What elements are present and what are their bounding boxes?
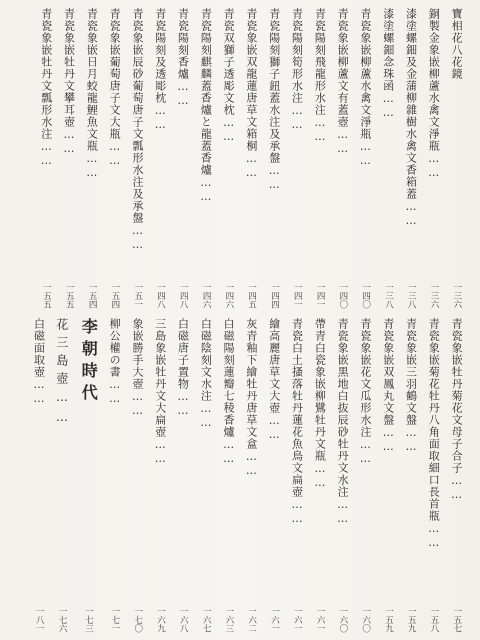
- page-number: 一六〇: [360, 606, 371, 632]
- toc-entry: [354, 318, 377, 634]
- entry-title: 象嵌勝手大壺……: [130, 318, 144, 418]
- toc-entry: [172, 318, 195, 634]
- toc-entry: [149, 318, 172, 634]
- entry-title: 青瓷陽刻香爐……: [176, 8, 190, 108]
- toc-entry: [217, 318, 240, 634]
- entry-title: 青瓷象嵌柳蘆水禽文淨瓶……: [358, 8, 372, 168]
- entry-title: 繪高麗唐草文大壺……: [267, 318, 281, 442]
- page-number: 一八一: [34, 606, 45, 632]
- entry-title: 青瓷白土搔落牡丹蓮花魚鳥文扁壺……: [290, 318, 304, 526]
- page-number: 一四五: [246, 282, 257, 308]
- page-number: 一六一: [315, 606, 326, 632]
- toc-entry: [422, 318, 445, 634]
- page-number: 一三六: [451, 282, 462, 308]
- entry-title: 青瓷象嵌牡丹文攀耳壺……: [62, 8, 76, 156]
- page-number: 一六八: [178, 606, 189, 632]
- entry-title: 灰青釉下繪牡丹唐草文盒……: [244, 318, 258, 478]
- entry-title: 銅製金象嵌柳蘆水禽文淨瓶……: [427, 8, 441, 180]
- toc-entry: [80, 8, 103, 310]
- page-number: 一五九: [383, 606, 394, 632]
- toc-entry: [103, 318, 126, 634]
- entry-title: 三島象嵌牡丹文大扁壺……: [153, 318, 167, 466]
- entry-title: 青瓷象嵌牡丹菊花文母子合子……: [450, 318, 464, 502]
- toc-entry: [263, 318, 286, 634]
- entry-title: 青瓷象嵌菊花牡丹八角面取細口長首瓶……: [427, 318, 441, 550]
- toc-lower-block: [12, 318, 468, 634]
- toc-entry: [308, 8, 331, 310]
- entry-title: 青瓷陽刻及透彫枕……: [153, 8, 167, 132]
- entry-title: 青瓷象嵌花文瓜形水注……: [358, 318, 372, 466]
- page-number: 一四八: [155, 282, 166, 308]
- entry-title: 白磁面取壺……: [32, 318, 46, 406]
- page-number: 一七一: [109, 606, 120, 632]
- entry-title: 白磁唐子置物……: [176, 318, 190, 418]
- entry-title: 青瓷象嵌三羽鶴文盤……: [404, 318, 418, 454]
- entry-title: 青瓷象嵌牡丹文瓢形水注……: [39, 8, 53, 168]
- page-number: 一五五: [41, 282, 52, 308]
- page-number: 一四六: [223, 282, 234, 308]
- page-number: 一三六: [429, 282, 440, 308]
- page-number: 一五四: [109, 282, 120, 308]
- page-number: 一六三: [223, 606, 234, 632]
- entry-title: 青瓷陽刻飛龍形水注……: [313, 8, 327, 144]
- entry-title: 白磁陰刻文水注……: [199, 318, 213, 430]
- page-number: 一三八: [383, 282, 394, 308]
- entry-title: 青瓷象嵌双龍蓮唐草文箱桐……: [244, 8, 258, 180]
- toc-entry: [58, 8, 81, 310]
- page-number: 一六二: [246, 606, 257, 632]
- toc-entry: [331, 318, 354, 634]
- page-number: 一五九: [406, 606, 417, 632]
- toc-entry: [35, 8, 58, 310]
- page-number: 一六一: [292, 606, 303, 632]
- entry-title: 青瓷象嵌双鳳丸文盤……: [381, 318, 395, 454]
- entry-title: 寶相花八花鏡: [450, 8, 464, 80]
- page-number: 一六一: [269, 606, 280, 632]
- toc-upper-block: [12, 8, 468, 310]
- toc-entry: [149, 8, 172, 310]
- entry-title: 柳公權の書……: [108, 318, 122, 406]
- page-number: 一七〇: [132, 606, 143, 632]
- toc-entry: [286, 318, 309, 634]
- section-title: 李朝時代: [79, 318, 99, 406]
- toc-entry: [194, 8, 217, 310]
- toc-entry: [172, 8, 195, 310]
- entry-title: 青瓷陽刻筍形水注……: [290, 8, 304, 132]
- entry-title: 青瓷陽刻麒麟蓋香爐と龍蓋香爐……: [199, 8, 213, 204]
- entry-title: 青瓷双獅子透彫文枕……: [222, 8, 236, 144]
- toc-entry: [194, 318, 217, 634]
- entry-title: 青瓷象嵌辰砂葡萄唐子文瓢形水注及承盤……: [130, 8, 144, 252]
- toc-entry: [240, 318, 263, 634]
- toc-entry: [377, 8, 400, 310]
- entry-title: 漆塗螺鈿及金蒲柳雜樹水禽文香箱蓋……: [404, 8, 418, 228]
- toc-entry: [308, 318, 331, 634]
- entry-title: 花三島壺……: [54, 318, 69, 430]
- toc-entry: [377, 318, 400, 634]
- toc-entry: [103, 8, 126, 310]
- toc-entry: [126, 318, 149, 634]
- page-number: 一六九: [155, 606, 166, 632]
- page-number: 一四〇: [360, 282, 371, 308]
- toc-entry: [400, 8, 423, 310]
- page-number: 一四八: [178, 282, 189, 308]
- page-number: 一四〇: [337, 282, 348, 308]
- page-number: 一三八: [406, 282, 417, 308]
- toc-entry: [50, 318, 73, 634]
- page-number: 一七六: [57, 606, 68, 632]
- page-number: 一四一: [292, 282, 303, 308]
- page-number: 一四四: [269, 282, 280, 308]
- toc-entry: [422, 8, 445, 310]
- toc-entry: [240, 8, 263, 310]
- toc-entry: [354, 8, 377, 310]
- page-number: 一六〇: [337, 606, 348, 632]
- page-number: 一五七: [451, 606, 462, 632]
- page-number: 一五五: [64, 282, 75, 308]
- entry-title: 白磁陽刻蓮瓣七稜香爐……: [222, 318, 236, 466]
- section-heading: [73, 318, 103, 634]
- toc-entry: [126, 8, 149, 310]
- page-number: 一五一: [132, 282, 143, 308]
- page-number: 一五八: [429, 606, 440, 632]
- page-number: 一四一: [315, 282, 326, 308]
- entry-title: 帶青白瓷象嵌柳鷺牡丹文瓶……: [313, 318, 327, 490]
- entry-title: 青瓷陽刻獅子鈕蓋水注及承盤……: [267, 8, 281, 192]
- toc-entry: [263, 8, 286, 310]
- entry-title: 青瓷象嵌葡萄唐子文大瓶……: [108, 8, 122, 168]
- entry-title: 青瓷象嵌柳蘆文有蓋壺……: [336, 8, 350, 156]
- toc-entry: [400, 318, 423, 634]
- page-number: 一四六: [201, 282, 212, 308]
- toc-entry: [286, 8, 309, 310]
- entry-title: 漆塗螺鈿念珠函……: [381, 8, 395, 120]
- entry-title: 青瓷象嵌日月蛟龍鯉魚文瓶……: [85, 8, 99, 180]
- page-number: 一六七: [201, 606, 212, 632]
- toc-entry: [217, 8, 240, 310]
- toc-entry: [331, 8, 354, 310]
- toc-entry: [28, 318, 51, 634]
- entry-title: 青瓷象嵌黒地白抜辰砂牡丹文水注……: [336, 318, 350, 526]
- page-number: 一七三: [83, 606, 94, 632]
- page-number: 一五四: [87, 282, 98, 308]
- toc-entry: [445, 318, 468, 634]
- toc-entry: [445, 8, 468, 310]
